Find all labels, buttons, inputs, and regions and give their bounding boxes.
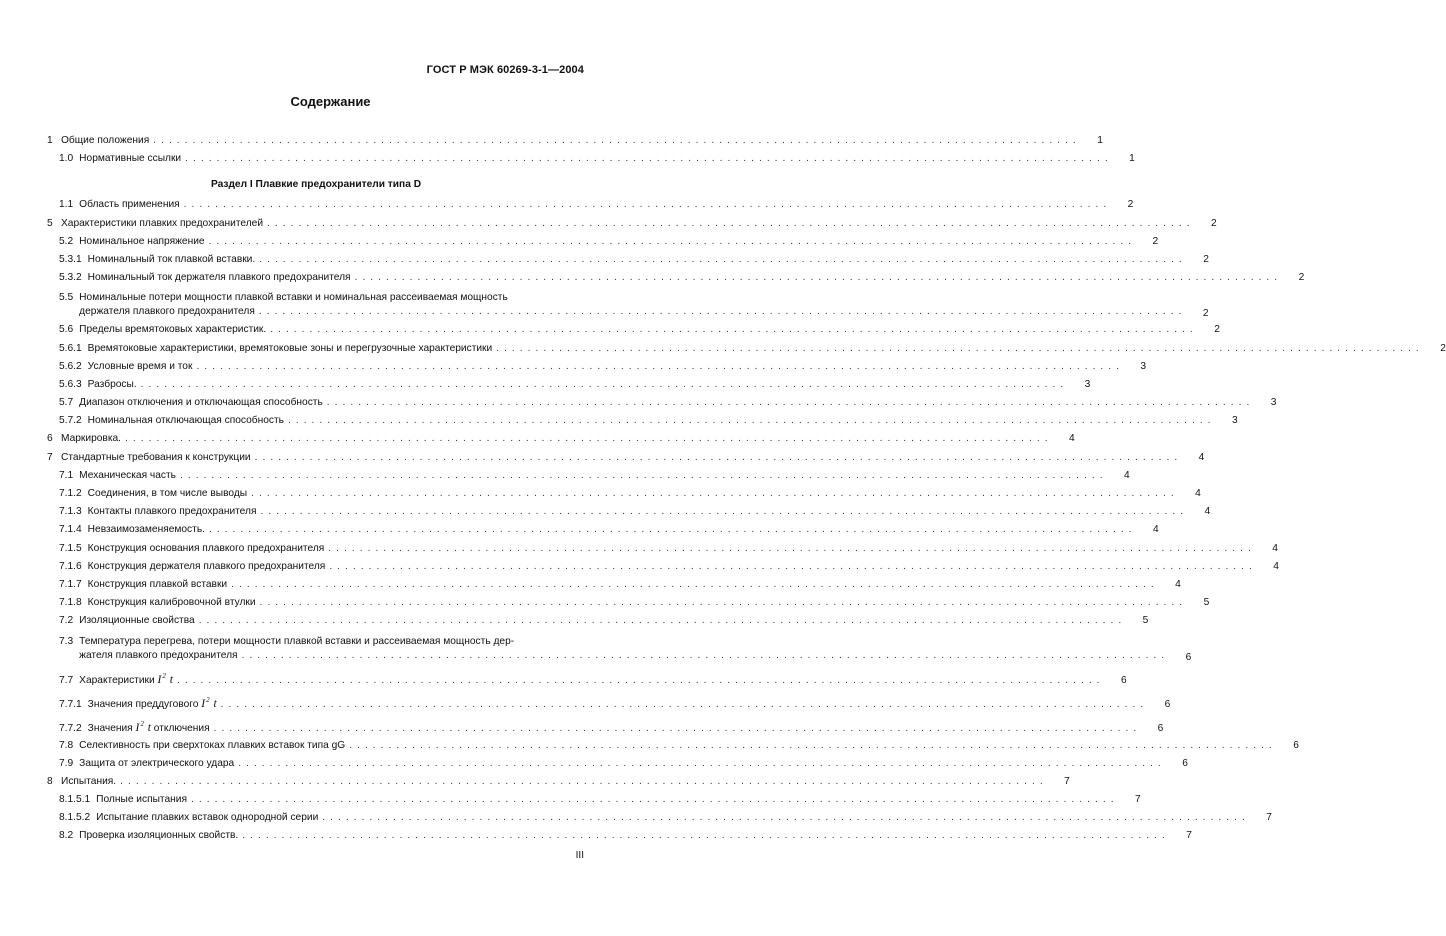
formula-exponent: 2 bbox=[206, 695, 210, 704]
dot-leader bbox=[328, 543, 1252, 555]
toc-entry-page: 7 bbox=[1266, 812, 1272, 824]
toc-entry-page: 2 bbox=[1211, 217, 1217, 229]
toc-entry-number: 5.7 bbox=[59, 397, 74, 409]
toc-entry bbox=[47, 668, 1127, 692]
toc-entry-number: 7.1.8 bbox=[59, 597, 82, 609]
toc-entry bbox=[47, 451, 1205, 470]
toc-entry-number: 8.1.5.1 bbox=[59, 794, 91, 806]
toc-entry-title: Конструкция основания плавкого предохранителя bbox=[87, 542, 325, 554]
dot-leader bbox=[260, 506, 1184, 518]
toc-entry-page: 4 bbox=[1272, 542, 1278, 554]
dot-leader bbox=[242, 830, 1166, 842]
dot-leader bbox=[329, 561, 1253, 573]
toc-entry-number: 7.1.4 bbox=[59, 524, 82, 536]
toc-entry bbox=[47, 597, 1210, 615]
toc-entry-title-line bbox=[79, 306, 1186, 320]
dot-leader bbox=[153, 135, 1077, 147]
toc-entry-page: 2 bbox=[1214, 324, 1220, 336]
toc-entry bbox=[47, 775, 1070, 794]
toc-entry-number: 7.1.5 bbox=[59, 542, 82, 554]
toc-entry-number: 5.7.2 bbox=[59, 415, 82, 427]
toc-entry-number: 7.1.6 bbox=[59, 560, 82, 572]
toc-entry bbox=[47, 272, 1305, 290]
toc-entry bbox=[47, 217, 1217, 236]
toc-entry-number: 7.1.3 bbox=[59, 506, 82, 518]
toc-entry-title: Конструкция плавкой вставки bbox=[87, 578, 228, 590]
toc-entry-title: Номинальная отключающая способность bbox=[87, 415, 284, 427]
toc-entry-page: 4 bbox=[1198, 451, 1205, 463]
toc-entry-title: Диапазон отключения и отключающая способность bbox=[79, 397, 323, 409]
toc-entry-number: 5.6.2 bbox=[59, 360, 82, 372]
toc-entry-number: 7.9 bbox=[59, 757, 74, 769]
toc-entry-page: 4 bbox=[1195, 488, 1201, 499]
toc-entry bbox=[47, 324, 1220, 342]
toc-entry-number: 5.6 bbox=[59, 324, 74, 336]
toc-entry-page: 7 bbox=[1134, 794, 1141, 806]
toc-entry-title: Испытание плавких вставок однородной серии bbox=[96, 812, 319, 824]
toc-entry-page: 6 bbox=[1182, 757, 1188, 769]
toc-entry-title: Соединения, в том числе выводы bbox=[87, 488, 248, 499]
dot-leader bbox=[125, 433, 1049, 445]
toc-entry-title: Пределы времятоковых характеристик. bbox=[79, 324, 267, 336]
toc-entry-title: Конструкция калибровочной втулки bbox=[87, 597, 256, 609]
dot-leader bbox=[120, 776, 1044, 788]
toc-title: Содержание bbox=[290, 94, 371, 109]
toc-entry-number: 7.3 bbox=[59, 635, 74, 647]
toc-entry-title: Характеристики плавких предохранителей bbox=[61, 217, 264, 229]
toc-entry-title-line bbox=[79, 650, 1169, 664]
toc-entry-number: 7.8 bbox=[59, 739, 74, 751]
dot-leader bbox=[349, 740, 1273, 752]
toc-entry-page: 6 bbox=[1293, 739, 1299, 751]
dot-leader bbox=[184, 199, 1108, 211]
toc-entry-page: 2 bbox=[1298, 272, 1305, 284]
dot-leader bbox=[221, 699, 1145, 711]
toc-entry-title: Защита от электрического удара bbox=[79, 757, 235, 769]
dot-leader bbox=[180, 470, 1104, 482]
toc-entry-title bbox=[79, 292, 1186, 324]
toc-entry bbox=[47, 615, 1149, 633]
toc-entry-title: Общие положения bbox=[61, 135, 150, 146]
toc-entry-title: Конструкция держателя плавкого предохранителя bbox=[87, 560, 326, 572]
dot-leader bbox=[259, 254, 1183, 266]
toc-entry-number: 7.1.7 bbox=[59, 578, 82, 590]
dot-leader bbox=[196, 361, 1120, 373]
toc-entry-title bbox=[79, 636, 1169, 668]
toc-entry-title: Номинальный ток плавкой вставки. bbox=[87, 253, 256, 265]
toc-entry-number: 1.0 bbox=[59, 153, 74, 165]
dot-leader bbox=[327, 397, 1251, 409]
toc-entry-number: 5.3.2 bbox=[59, 272, 82, 284]
toc-entry-title: Селективность при сверхтоках плавких вставок типа gG bbox=[79, 739, 346, 751]
toc-entry-title: Изоляционные свойства bbox=[79, 615, 195, 627]
toc-entry bbox=[47, 415, 1238, 433]
toc-entry-title: Проверка изоляционных свойств. bbox=[79, 830, 239, 842]
dot-leader bbox=[251, 488, 1175, 500]
page-number: III bbox=[575, 850, 584, 861]
toc-entry bbox=[47, 830, 1192, 848]
document-header: ГОСТ Р МЭК 60269-3-1—2004 bbox=[426, 64, 584, 76]
toc-section-heading: Раздел I Плавкие предохранители типа D bbox=[210, 179, 422, 191]
toc-entry-title: Стандартные требования к конструкции bbox=[61, 451, 251, 463]
formula-i2t: $I^2$ t bbox=[157, 671, 173, 686]
toc-entry-title: Нормативные ссылки bbox=[79, 153, 182, 165]
dot-leader bbox=[255, 452, 1179, 464]
toc-entry-number: 5.2 bbox=[59, 235, 74, 247]
formula-exponent: 2 bbox=[140, 719, 144, 728]
toc-entry-title: Маркировка. bbox=[61, 433, 122, 445]
toc-entry-page: 6 bbox=[1120, 674, 1127, 686]
toc-entry bbox=[47, 634, 1192, 668]
toc-entry-page: 7 bbox=[1186, 830, 1192, 842]
toc-entry-number: 8 bbox=[47, 775, 53, 787]
toc-entry-number: 5.3.1 bbox=[59, 253, 82, 265]
toc-entry bbox=[47, 253, 1209, 272]
toc-entry-number: 7.7.2 bbox=[59, 722, 82, 734]
toc-entry bbox=[47, 135, 1103, 153]
toc-entry-page: 6 bbox=[1157, 722, 1164, 734]
toc-entry-page: 5 bbox=[1203, 597, 1210, 609]
toc-entry bbox=[47, 812, 1272, 830]
dot-leader bbox=[231, 579, 1155, 591]
toc-entry-title-line: Температура перегрева, потери мощности плавкой вставки и рассеиваемая мощность дер- bbox=[79, 635, 515, 647]
toc-entry-page: 3 bbox=[1140, 360, 1147, 372]
toc-entry-page: 2 bbox=[1127, 199, 1134, 211]
toc-entry bbox=[47, 397, 1277, 415]
toc-entry-number: 7.7 bbox=[59, 674, 74, 686]
toc-entry-number: 7.7.1 bbox=[59, 698, 82, 710]
toc-entry bbox=[47, 524, 1159, 542]
toc-entry-page: 4 bbox=[1123, 469, 1130, 481]
table-of-contents bbox=[47, 135, 1446, 849]
dot-leader bbox=[242, 650, 1166, 662]
toc-entry-page: 7 bbox=[1064, 775, 1070, 787]
toc-entry-number: 7.1.2 bbox=[59, 488, 82, 499]
dot-leader bbox=[355, 272, 1279, 284]
formula-exponent: 2 bbox=[162, 671, 166, 680]
toc-entry bbox=[47, 794, 1141, 812]
toc-entry-title: Разбросы. bbox=[87, 378, 137, 390]
toc-entry bbox=[47, 378, 1091, 397]
toc-entry-title: Номинальный ток держателя плавкого предохранителя bbox=[87, 272, 351, 284]
toc-entry bbox=[47, 716, 1164, 740]
toc-entry bbox=[47, 153, 1135, 171]
dot-leader bbox=[270, 324, 1194, 336]
toc-entry-title: Область применения bbox=[79, 199, 180, 211]
toc-entry-page: 5 bbox=[1142, 615, 1149, 627]
toc-entry-number: 7 bbox=[47, 451, 53, 463]
toc-entry-number: 1 bbox=[47, 135, 53, 146]
dot-leader bbox=[260, 597, 1184, 609]
dot-leader bbox=[259, 306, 1183, 318]
toc-entry-title: Значения преддугового $I^2$ t bbox=[87, 695, 217, 710]
toc-entry bbox=[47, 290, 1209, 324]
toc-entry bbox=[47, 469, 1130, 488]
dot-leader bbox=[199, 615, 1123, 627]
toc-entry bbox=[47, 488, 1201, 506]
toc-entry bbox=[47, 692, 1171, 716]
dot-leader bbox=[185, 153, 1109, 165]
toc-entry bbox=[47, 199, 1134, 217]
toc-entry-page: 2 bbox=[1152, 235, 1159, 247]
toc-entry-number: 5.5 bbox=[59, 292, 74, 304]
toc-entry-number: 8.2 bbox=[59, 830, 74, 842]
toc-entry bbox=[47, 342, 1446, 361]
toc-entry-title: Испытания. bbox=[61, 775, 117, 787]
toc-entry-number: 7.1 bbox=[59, 469, 74, 481]
toc-entry-title-text: жателя плавкого предохранителя bbox=[79, 649, 238, 661]
dot-leader bbox=[209, 236, 1133, 248]
toc-entry-number: 6 bbox=[47, 433, 53, 445]
toc-entry-page: 4 bbox=[1204, 506, 1211, 518]
toc-entry-number: 1.1 bbox=[59, 199, 74, 211]
toc-entry-title-line: Номинальные потери мощности плавкой вставки и номинальная рассеиваемая мощность bbox=[79, 292, 508, 304]
toc-entry-page: 1 bbox=[1097, 135, 1103, 146]
toc-entry-title-text: держателя плавкого предохранителя bbox=[79, 306, 255, 318]
dot-leader bbox=[214, 723, 1138, 735]
toc-entry-number: 5 bbox=[47, 217, 53, 229]
toc-entry-page: 2 bbox=[1440, 342, 1446, 354]
dot-leader bbox=[238, 758, 1162, 770]
formula-i2t: $I^2$ t bbox=[201, 695, 217, 710]
dot-leader bbox=[267, 218, 1191, 230]
toc-entry-title: Полные испытания bbox=[96, 794, 187, 806]
toc-entry-number: 5.6.3 bbox=[59, 378, 82, 390]
toc-entry-title: Контакты плавкого предохранителя bbox=[87, 506, 257, 518]
toc-entry-page: 4 bbox=[1152, 524, 1159, 536]
toc-entry-page: 4 bbox=[1175, 578, 1181, 590]
toc-entry bbox=[47, 739, 1299, 758]
toc-entry-title: Времятоковые характеристики, времятоковые зоны и перегрузочные характеристики bbox=[87, 342, 493, 354]
toc-entry bbox=[47, 578, 1181, 597]
toc-entry bbox=[47, 757, 1188, 776]
toc-entry-page: 4 bbox=[1069, 433, 1075, 445]
toc-entry-page: 3 bbox=[1270, 397, 1277, 409]
dot-leader bbox=[177, 675, 1101, 687]
toc-entry-page: 3 bbox=[1084, 378, 1091, 390]
toc-entry-page: 4 bbox=[1273, 560, 1279, 572]
dot-leader bbox=[322, 812, 1246, 824]
toc-entry-page: 2 bbox=[1203, 253, 1209, 265]
toc-entry bbox=[47, 235, 1159, 254]
toc-entry-title: Характеристики $I^2$ t bbox=[79, 671, 173, 686]
toc-entry bbox=[47, 360, 1147, 379]
toc-entry-page: 6 bbox=[1185, 651, 1192, 663]
toc-entry-page: 6 bbox=[1164, 698, 1171, 710]
toc-entry-number: 8.1.5.2 bbox=[59, 812, 91, 824]
toc-entry-page: 1 bbox=[1129, 153, 1135, 165]
toc-entry-title: Номинальное напряжение bbox=[79, 235, 205, 247]
toc-entry-number: 7.2 bbox=[59, 615, 74, 627]
toc-entry bbox=[47, 433, 1075, 451]
dot-leader bbox=[288, 415, 1212, 427]
toc-entry-title: Невзаимозаменяемость. bbox=[87, 524, 205, 536]
dot-leader bbox=[191, 794, 1115, 806]
toc-entry bbox=[47, 560, 1279, 579]
toc-entry bbox=[47, 506, 1211, 524]
toc-entry bbox=[47, 542, 1278, 561]
toc-entry-title: Значения $I^2$ t отключения bbox=[87, 719, 210, 734]
toc-entry-number: 5.6.1 bbox=[59, 342, 82, 354]
formula-i2t: $I^2$ t bbox=[135, 719, 151, 734]
toc-entry-title: Условные время и ток bbox=[87, 360, 193, 372]
toc-entry-title: Механическая часть bbox=[79, 469, 176, 481]
dot-leader bbox=[141, 379, 1065, 391]
toc-entry-page: 3 bbox=[1231, 415, 1238, 427]
dot-leader bbox=[209, 524, 1133, 536]
toc-entry-page: 2 bbox=[1202, 308, 1209, 320]
dot-leader bbox=[496, 343, 1420, 355]
